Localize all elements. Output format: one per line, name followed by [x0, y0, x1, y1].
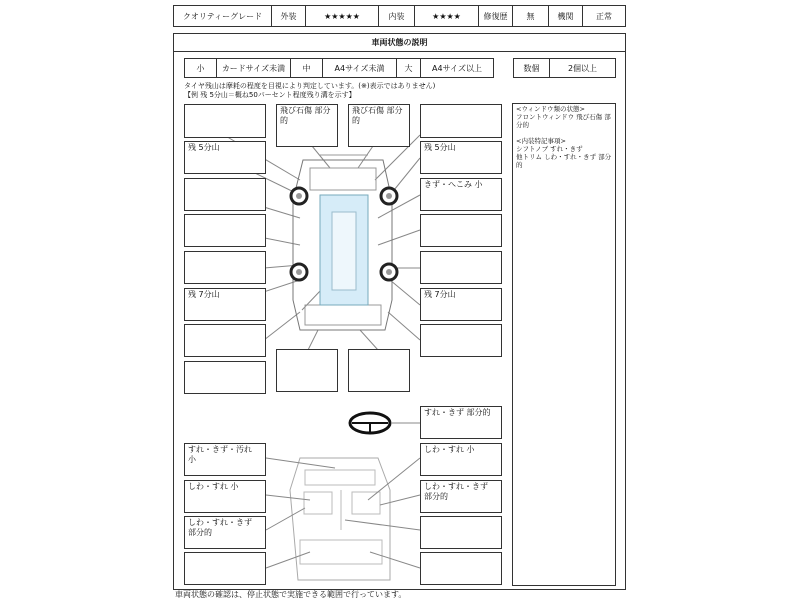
box-top-2: 飛び石傷 部分的: [348, 104, 410, 147]
box-left-5: [184, 251, 266, 284]
box-left-2: 残 5分山: [184, 141, 266, 174]
box-interior-left-2: しわ・すれ 小: [184, 480, 266, 513]
box-interior-right-3: [420, 516, 502, 549]
box-interior-right-1: しわ・すれ 小: [420, 443, 502, 476]
interior-value: ★★★★: [415, 6, 479, 26]
box-left-4: [184, 214, 266, 247]
footer-note: 車両状態の確認は、停止状態で実施できる範囲で行っています。: [175, 590, 407, 599]
quality-grade-label: クオリティーグレード: [174, 6, 272, 26]
right-notes-panel: <ウィンドウ類の状態> フロントウィンドウ 飛び石傷 部分的 <内装特記事項> シフトノブ すれ・きず 他トリム しわ・すれ・きず 部分的: [512, 103, 616, 586]
size-small-desc: カードサイズ未満: [217, 59, 291, 77]
size-small: 小: [185, 59, 217, 77]
tire-note-1: タイヤ残山は摩耗の程度を目視により判定しています。(※)表示ではありません): [184, 82, 436, 90]
count-label: 数個: [514, 59, 550, 77]
box-left-6: 残 7分山: [184, 288, 266, 321]
page-title: 車両状態の説明: [173, 33, 626, 52]
size-medium-desc: A4サイズ未満: [323, 59, 397, 77]
box-right-2: 残 5分山: [420, 141, 502, 174]
box-right-4: [420, 214, 502, 247]
size-medium: 中: [291, 59, 323, 77]
box-right-3: きず・へこみ 小: [420, 178, 502, 211]
box-right-5: [420, 251, 502, 284]
exterior-label: 外装: [272, 6, 306, 26]
box-right-7: [420, 324, 502, 357]
box-bottom-2: [348, 349, 410, 392]
count-desc: 2個以上: [550, 59, 615, 77]
box-left-8: [184, 361, 266, 394]
size-large: 大: [397, 59, 421, 77]
repair-label: 修復歴: [479, 6, 513, 26]
box-right-1: [420, 104, 502, 138]
box-top-1: 飛び石傷 部分的: [276, 104, 338, 147]
box-left-1: [184, 104, 266, 138]
box-right-6: 残 7分山: [420, 288, 502, 321]
function-value: 正常: [583, 6, 625, 26]
box-steering: すれ・きず 部分的: [420, 406, 502, 439]
steering-wheel-icon: [350, 412, 392, 434]
box-interior-left-3: しわ・すれ・きず 部分的: [184, 516, 266, 549]
box-bottom-1: [276, 349, 338, 392]
repair-value: 無: [513, 6, 549, 26]
box-interior-left-1: すれ・きず・汚れ 小: [184, 443, 266, 476]
box-left-7: [184, 324, 266, 357]
size-large-desc: A4サイズ以上: [421, 59, 493, 77]
function-label: 機関: [549, 6, 583, 26]
box-interior-left-4: [184, 552, 266, 585]
tire-note-2: 【例 残 5分山＝概ね50パーセント程度残り溝を示す】: [184, 91, 356, 99]
exterior-value: ★★★★★: [306, 6, 379, 26]
box-interior-right-2: しわ・すれ・きず 部分的: [420, 480, 502, 513]
interior-label: 内装: [379, 6, 415, 26]
box-left-3: [184, 178, 266, 211]
box-interior-right-4: [420, 552, 502, 585]
